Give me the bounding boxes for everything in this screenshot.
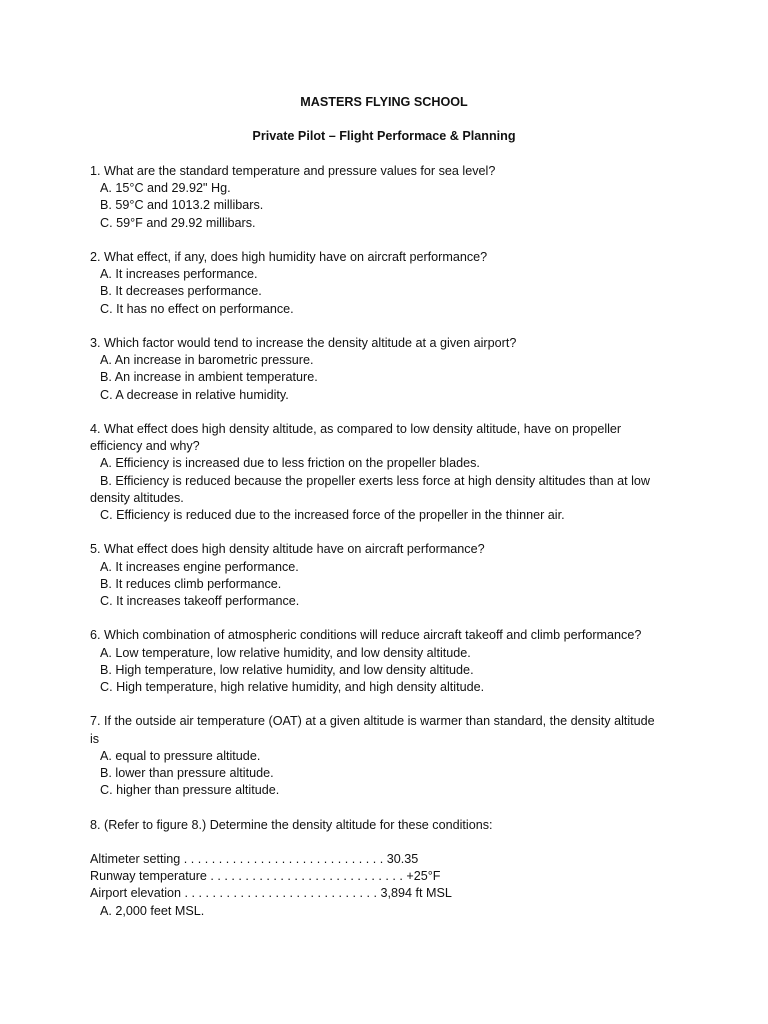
question-text: 6. Which combination of atmospheric conditions will reduce aircraft takeoff and climb performance? bbox=[90, 628, 642, 643]
option-b: B. It reduces climb performance. bbox=[100, 576, 282, 591]
condition-runway-temperature: Runway temperature . . . . . . . . . . . . . . . . . . . . . . . . . . . . +25°F bbox=[90, 869, 441, 884]
question-6 bbox=[90, 627, 680, 696]
question-3 bbox=[90, 335, 680, 404]
option-c: C. higher than pressure altitude. bbox=[100, 783, 280, 798]
option-b: B. It decreases performance. bbox=[100, 284, 262, 299]
school-title: MASTERS FLYING SCHOOL bbox=[300, 95, 468, 109]
option-a: A. equal to pressure altitude. bbox=[100, 748, 261, 763]
question-text: 1. What are the standard temperature and pressure values for sea level? bbox=[90, 164, 496, 178]
question-text-line-2: is bbox=[90, 731, 100, 746]
option-c: C. It has no effect on performance. bbox=[100, 301, 294, 316]
blank-line bbox=[90, 834, 680, 851]
question-text: 8. (Refer to figure 8.) Determine the density altitude for these conditions: bbox=[90, 817, 493, 832]
question-text-line-1: 4. What effect does high density altitude, as compared to low density altitude, have on propeller bbox=[90, 422, 622, 436]
question-list bbox=[90, 163, 680, 937]
question-text: 3. Which factor would tend to increase the density altitude at a given airport? bbox=[90, 336, 517, 350]
option-a: A. Low temperature, low relative humidity, and low density altitude. bbox=[100, 645, 471, 660]
option-b: B. 59°C and 1013.2 millibars. bbox=[100, 198, 264, 213]
option-c: C. A decrease in relative humidity. bbox=[100, 387, 289, 402]
option-c: C. Efficiency is reduced due to the increased force of the propeller in the thinner air. bbox=[100, 508, 565, 523]
question-7 bbox=[90, 713, 680, 799]
option-b-line-1: B. Efficiency is reduced because the propeller exerts less force at high density altitudes than at low bbox=[100, 473, 650, 488]
option-c: C. 59°F and 29.92 millibars. bbox=[100, 215, 256, 230]
option-b: B. An increase in ambient temperature. bbox=[100, 370, 318, 385]
option-b-line-2: density altitudes. bbox=[90, 490, 184, 505]
option-c: C. High temperature, high relative humidity, and high density altitude. bbox=[100, 680, 485, 695]
option-a: A. 15°C and 29.92" Hg. bbox=[100, 181, 231, 196]
question-2 bbox=[90, 249, 680, 318]
option-a: A. 2,000 feet MSL. bbox=[100, 903, 205, 918]
option-c: C. It increases takeoff performance. bbox=[100, 594, 300, 609]
option-a: A. Efficiency is increased due to less friction on the propeller blades. bbox=[100, 456, 480, 471]
question-4 bbox=[90, 421, 680, 524]
option-a: A. An increase in barometric pressure. bbox=[100, 353, 314, 368]
condition-airport-elevation: Airport elevation . . . . . . . . . . . . . . . . . . . . . . . . . . . . 3,894 ft MSL bbox=[90, 886, 452, 901]
question-text-line-1: 7. If the outside air temperature (OAT) at a given altitude is warmer than standard, the density altitude bbox=[90, 714, 655, 729]
option-b: B. lower than pressure altitude. bbox=[100, 766, 274, 781]
question-text: 2. What effect, if any, does high humidity have on aircraft performance? bbox=[90, 250, 488, 264]
option-b: B. High temperature, low relative humidity, and low density altitude. bbox=[100, 662, 474, 677]
question-text-line-2: efficiency and why? bbox=[90, 439, 200, 454]
course-title: Private Pilot – Flight Performace & Planning bbox=[252, 129, 516, 143]
option-a: A. It increases engine performance. bbox=[100, 559, 299, 574]
question-text: 5. What effect does high density altitude have on aircraft performance? bbox=[90, 542, 485, 557]
question-5 bbox=[90, 541, 680, 610]
question-8 bbox=[90, 817, 680, 920]
condition-altimeter-setting: Altimeter setting . . . . . . . . . . . . . . . . . . . . . . . . . . . . . 30.35 bbox=[90, 852, 419, 866]
question-1 bbox=[90, 163, 680, 232]
option-a: A. It increases performance. bbox=[100, 267, 258, 282]
